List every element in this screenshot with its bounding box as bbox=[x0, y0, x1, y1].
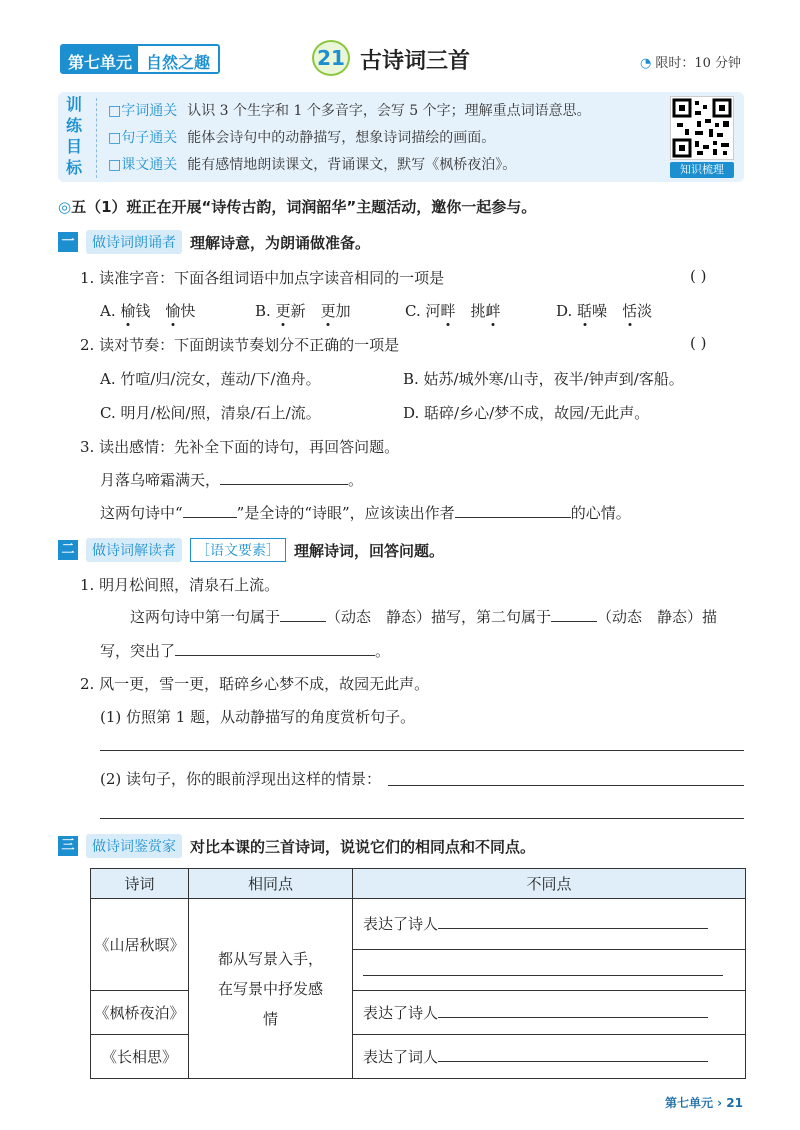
question-2-1-line: 这两句诗中第一句属于 （动态 静态）描写，第二句属于 （动态 静态）描 bbox=[130, 608, 718, 626]
fill-blank[interactable] bbox=[438, 913, 708, 929]
goal-row bbox=[108, 154, 516, 174]
option-c: C. 明月/松间/照，清泉/石上/流。 bbox=[100, 404, 321, 422]
section-2-header bbox=[58, 538, 444, 562]
section-3-header bbox=[58, 834, 535, 858]
fill-blank[interactable] bbox=[175, 640, 375, 656]
section-number: 二 bbox=[58, 540, 78, 560]
unit-badge bbox=[60, 44, 220, 74]
common-point: 都从写景入手，在写景中抒发感情 bbox=[189, 899, 353, 1079]
answer-line[interactable] bbox=[388, 785, 744, 786]
activity-intro: ◎五（1）班正在开展“诗传古韵，词润韶华”主题活动，邀你一起参与。 bbox=[58, 198, 537, 216]
fill-blank[interactable] bbox=[551, 606, 597, 622]
section-tag: 做诗词朗诵者 bbox=[86, 230, 182, 254]
qr-label: 知识梳理 bbox=[670, 162, 734, 178]
answer-line[interactable] bbox=[100, 818, 744, 819]
goals-label: 训练目标 bbox=[65, 95, 82, 177]
table-row bbox=[91, 899, 746, 950]
option-b: B. 姑苏/城外寒/山寺，夜半/钟声到/客船。 bbox=[403, 370, 684, 388]
header-common: 相同点 bbox=[189, 869, 353, 899]
question-2-2-sub2: (2) 读句子，你的眼前浮现出这样的情景： bbox=[100, 770, 382, 788]
option-a: A. 竹喧/归/浣女，莲动/下/渔舟。 bbox=[100, 370, 321, 388]
question-2-2-sub1: (1) 仿照第 1 题，从动静描写的角度赏析句子。 bbox=[100, 708, 416, 726]
poem-eye-line: 这两句诗中“ ”是全诗的“诗眼”，应该读出作者 的心情。 bbox=[100, 504, 631, 522]
option-d: D. 聒噪 恬淡 bbox=[556, 302, 653, 320]
section-tag: 做诗词解读者 bbox=[86, 538, 182, 562]
section-desc: 对比本课的三首诗词，说说它们的相同点和不同点。 bbox=[190, 837, 536, 856]
fill-blank[interactable] bbox=[183, 502, 237, 518]
diff-cell bbox=[353, 949, 746, 990]
question-1-2: 2. 读对节奏：下面朗读节奏划分不正确的一项是 bbox=[80, 336, 400, 354]
clock-icon: ◔ bbox=[640, 56, 652, 71]
option-b: B. 更新 更加 bbox=[255, 302, 351, 320]
leaf-icon: ◎ bbox=[58, 198, 72, 216]
goal-name: □课文通关 bbox=[108, 157, 178, 173]
fill-blank[interactable] bbox=[438, 1002, 708, 1018]
question-1-1: 1. 读准字音：下面各组词语中加点字读音相同的一项是 bbox=[80, 269, 445, 287]
question-2-1: 1. 明月松间照，清泉石上流。 bbox=[80, 576, 280, 594]
fill-blank[interactable] bbox=[363, 960, 723, 976]
diff-cell: 表达了诗人 bbox=[353, 991, 746, 1035]
option-d: D. 聒碎/乡心/梦不成，故园/无此声。 bbox=[403, 404, 650, 422]
unit-theme: 自然之趣 bbox=[138, 46, 218, 72]
header-poem: 诗词 bbox=[91, 869, 189, 899]
section-desc: 理解诗意，为朗诵做准备。 bbox=[190, 233, 371, 252]
fill-blank[interactable] bbox=[220, 469, 348, 485]
goal-row bbox=[108, 127, 495, 147]
fill-blank[interactable] bbox=[438, 1046, 708, 1062]
lesson-number: 21 bbox=[312, 40, 350, 76]
section-1-header bbox=[58, 230, 370, 254]
diff-cell: 表达了诗人 bbox=[353, 899, 746, 950]
option-c: C. 河畔 挑衅 bbox=[405, 302, 501, 320]
goal-desc: 能体会诗句中的动静描写，想象诗词描绘的画面。 bbox=[187, 130, 496, 146]
question-2-2: 2. 风一更，雪一更，聒碎乡心梦不成，故园无此声。 bbox=[80, 675, 430, 693]
poem-name: 《山居秋暝》 bbox=[91, 899, 189, 991]
fill-blank[interactable] bbox=[455, 502, 571, 518]
poem-name: 《枫桥夜泊》 bbox=[91, 991, 189, 1035]
lesson-title: 古诗词三首 bbox=[360, 49, 471, 74]
section-number: 一 bbox=[58, 232, 78, 252]
goal-name: □字词通关 bbox=[108, 103, 178, 119]
section-desc: 理解诗词，回答问题。 bbox=[294, 541, 445, 560]
goal-row bbox=[108, 100, 591, 120]
question-2-1-line2: 写，突出了 。 bbox=[100, 642, 391, 660]
qr-code-icon[interactable] bbox=[670, 96, 734, 160]
answer-paren[interactable]: ( ) bbox=[690, 334, 707, 352]
answer-paren[interactable]: ( ) bbox=[690, 267, 707, 285]
option-a: A. 榆钱 愉快 bbox=[100, 302, 196, 320]
page-footer: 第七单元 › 21 bbox=[665, 1096, 744, 1110]
diff-cell: 表达了词人 bbox=[353, 1035, 746, 1079]
question-1-3: 3. 读出感情：先补全下面的诗句，再回答问题。 bbox=[80, 438, 400, 456]
comparison-table bbox=[90, 868, 746, 1079]
goals-divider bbox=[96, 98, 97, 178]
goal-desc: 能有感情地朗读课文，背诵课文，默写《枫桥夜泊》。 bbox=[187, 157, 517, 173]
section-tag: 做诗词鉴赏家 bbox=[86, 834, 182, 858]
table-header-row bbox=[91, 869, 746, 899]
section-tag-2: ［语文要素］ bbox=[190, 538, 286, 562]
poem-fill-line: 月落乌啼霜满天， 。 bbox=[100, 471, 364, 489]
goal-name: □句子通关 bbox=[108, 130, 178, 146]
header-diff: 不同点 bbox=[353, 869, 746, 899]
goal-desc: 认识 3 个生字和 1 个多音字，会写 5 个字；理解重点词语意思。 bbox=[187, 103, 591, 119]
section-number: 三 bbox=[58, 836, 78, 856]
poem-name: 《长相思》 bbox=[91, 1035, 189, 1079]
unit-label: 第七单元 bbox=[62, 46, 138, 72]
time-limit: ◔ 限时：10 分钟 bbox=[640, 56, 742, 71]
fill-blank[interactable] bbox=[280, 606, 326, 622]
answer-line[interactable] bbox=[100, 750, 744, 751]
